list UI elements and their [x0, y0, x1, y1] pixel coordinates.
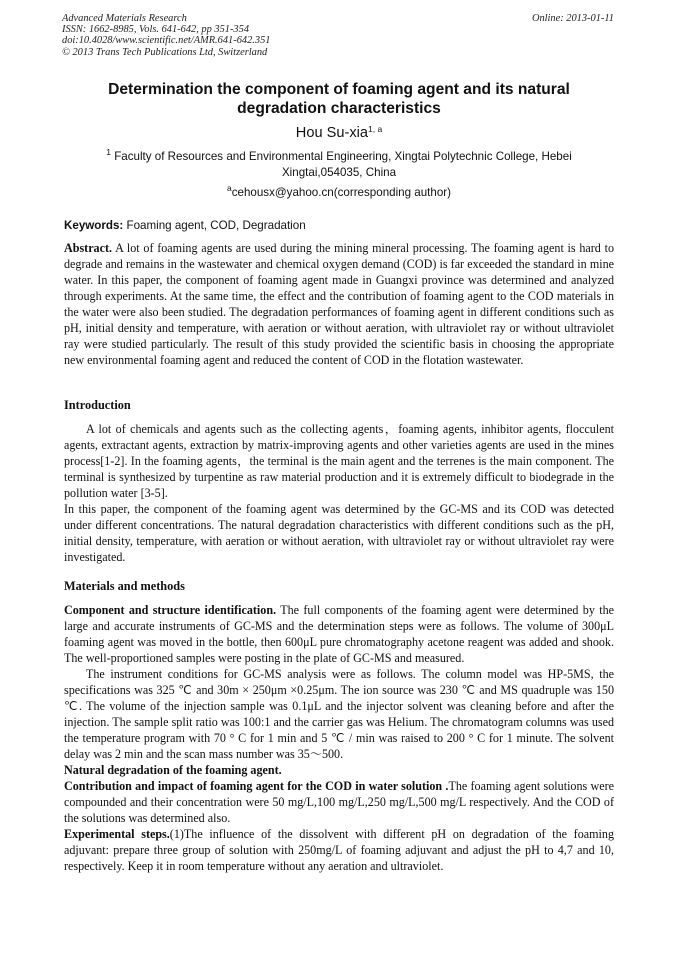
affiliation-marker: 1 [106, 147, 111, 157]
title-line-1: Determination the component of foaming agent and its natural [108, 81, 570, 98]
methods-heading: Materials and methods [64, 579, 185, 593]
contribution-paragraph [64, 778, 614, 826]
email-line [64, 185, 614, 200]
introduction-section [64, 397, 614, 565]
title-line-2: degradation characteristics [237, 100, 441, 117]
introduction-heading: Introduction [64, 398, 131, 412]
natural-degradation-subheading: Natural degradation of the foaming agent. [64, 763, 282, 777]
introduction-paragraph-1: A lot of chemicals and agents such as the collecting agents，foaming agents, inhibitor agents, flocculent agents, extractant agents, extraction by matrix-improving agents and other varieties agents are used in the mines process[1-2]. In the foaming agents，the terminal is the main agent and the terrenes is the main component. The terminal is synthesized by turpentine as raw material production and it is extremely difficult to biodegrade in the pollution water [3-5]. [64, 422, 614, 500]
keywords-label: Keywords: [64, 219, 124, 232]
component-subheading: Component and structure identification. [64, 603, 277, 617]
doi-line: doi:10.4028/www.scientific.net/AMR.641-642.351 [62, 35, 271, 47]
abstract-text: A lot of foaming agents are used during the mining mineral processing. The foaming agent is hard to degrade and remains in the wastewater and chemical oxygen demand (COD) is far exceeded the standard in mine water. In this paper, the component of foaming agent made in Guangxi province was determined and analyzed through experiments. At the same time, the effect and the contribution of foaming agent to the COD materials in the water were also been studied. The degradation performances of foaming agent in different conditions such as pH, initial density and temperature, with aeration or without aeration, with ultraviolet ray or without ultraviolet ray were studied particularly. The result of this study provided the scientific basis in choosing the appropriate new environmental foaming agent and reduced the content of COD in the flotation wastewater. [64, 241, 614, 367]
author-superscript: 1, a [368, 124, 383, 134]
abstract-label: Abstract. [64, 241, 113, 255]
instrument-paragraph: The instrument conditions for GC-MS analysis were as follows. The column model was HP-5MS, the specifications was 325 ℃ and 30m × 250μm ×0.25μm. The ion source was 230 ℃ and MS quadruple was 150 ℃. The volume of the injection sample was 0.1μL and the injector solvent was cleaning before and after the injection. The sample split ratio was 100:1 and the carrier gas was Helium. The chromatogram columns was used the temperature program with 70 ° C for 1 min and 5 ℃ / min was raised to 200 ° C for 1 minute. The solvent delay was 2 min and the scan mass number was 35～500. [64, 667, 614, 761]
contribution-text: The foaming agent solutions were compounded and their concentration were 50 mg/L,100 mg/L,250 mg/L,500 mg/L respectively. And the COD of the solutions was determined also. [64, 779, 614, 825]
keywords-text: Foaming agent, COD, Degradation [123, 219, 306, 232]
journal-header [62, 13, 270, 58]
keywords [64, 218, 614, 233]
affiliation-line-2: Xingtai,054035, China [281, 166, 397, 180]
experimental-text: (1)The influence of the dissolvent with different pH on degradation of the foaming adjuvant: prepare three group of solution with 250mg/L of foaming adjuvant and adjust the pH to 4,7 and 10, respectively. Keep it in room temperature without any aeration and ultraviolet. [64, 827, 614, 873]
abstract [64, 240, 614, 368]
experimental-subheading: Experimental steps. [64, 827, 170, 841]
journal-name: Advanced Materials Research [62, 13, 187, 24]
author-name: Hou Su-xia [295, 125, 368, 141]
issn-line: ISSN: 1662-8985, Vols. 641-642, pp 351-354 [62, 24, 250, 36]
methods-section [64, 578, 614, 874]
affiliation-line-1: Faculty of Resources and Environmental Engineering, Xingtai Polytechnic College, Hebei [114, 150, 572, 163]
online-date: Online: 2013-01-11 [531, 13, 614, 24]
author-line [64, 124, 614, 142]
experimental-paragraph [64, 826, 614, 874]
component-paragraph [64, 602, 614, 666]
email-marker: a [226, 183, 232, 193]
email-text: cehousx@yahoo.cn(corresponding author) [231, 186, 452, 199]
contribution-subheading: Contribution and impact of foaming agent for the COD in water solution . [64, 779, 449, 793]
copyright-line: © 2013 Trans Tech Publications Ltd, Switzerland [62, 46, 268, 58]
affiliation [64, 149, 614, 181]
paper-title [64, 80, 614, 118]
introduction-paragraph-2: In this paper, the component of the foaming agent was determined by the GC-MS and its COD was detected under different concentrations. The natural degradation characteristics with different conditions such as the pH, initial density, temperature, with aeration or without aeration, with ultraviolet ray or without ultraviolet ray were investigated. [64, 502, 614, 564]
component-text: The full components of the foaming agent were determined by the large and accurate instruments of GC-MS and the determination steps were as follows. The volume of 300μL foaming agent was moved in the bottle, then 600μL pure chromatography acetone reagent was added and shook. The well-proportioned samples were posting in the plate of GC-MS and measured. [64, 603, 615, 665]
